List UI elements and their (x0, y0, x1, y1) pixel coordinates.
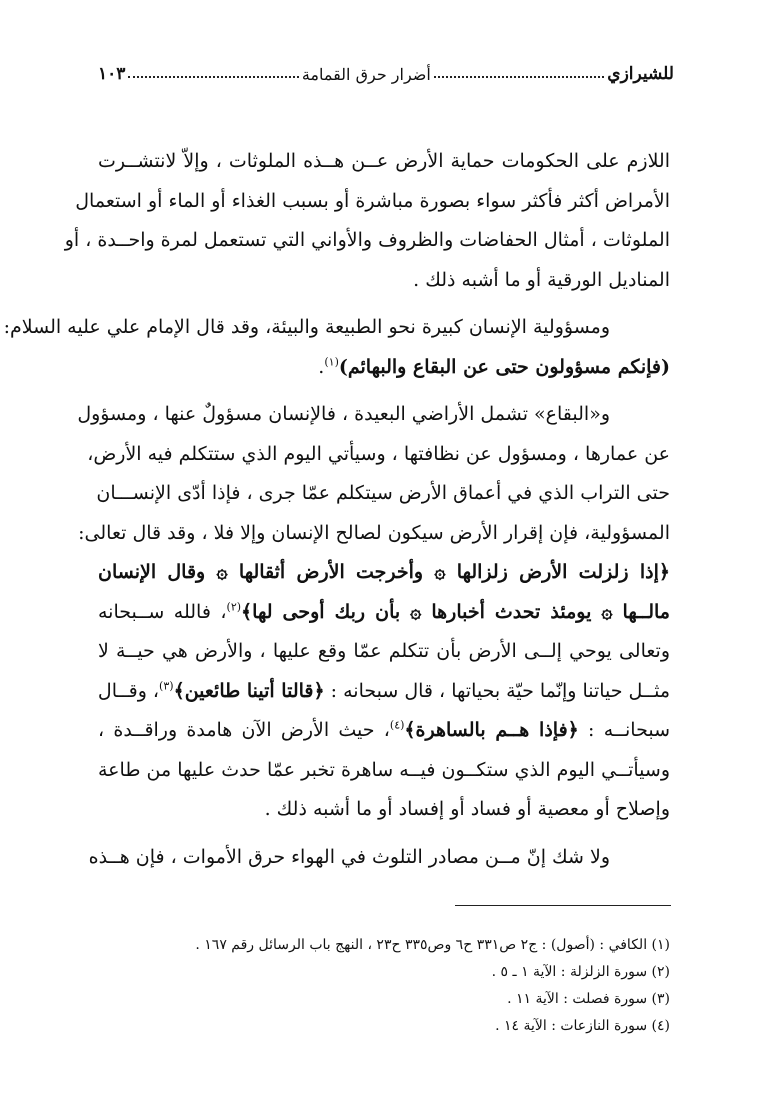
text-line (98, 593, 670, 633)
text-line (98, 672, 670, 712)
footnote-separator (455, 905, 671, 906)
quote-text: مالــها ۞ يومئذ تحدث أخبارها ۞ بأن ربك أوحى لها﴾ (241, 600, 670, 623)
text-line (64, 221, 670, 261)
footnote-ref: (٤) (389, 718, 405, 732)
line-text: و«البقاع» تشمل الأراضي البعيدة ، فالإنسان مسؤولٌ عنها ، ومسؤول (77, 403, 610, 425)
text-line (98, 632, 670, 672)
footnotes (98, 932, 670, 1040)
body-text (3, 142, 671, 877)
footnote: (١) الكافي : (أصول) : ج٢ ص٣٣١ ح٦ وص٣٣٥ ح٢٣ ، النهج باب الرسائل رقم ١٦٧ . (195, 937, 670, 953)
line-text: مثــل حياتنا وإنّما حيّة بحياتها ، قال سبحانه : (324, 679, 670, 702)
text-line (75, 182, 670, 222)
quote-text: ﴿فإذا هــم بالساهرة﴾ (404, 719, 579, 741)
header-leader-dots (128, 76, 298, 78)
text-line (98, 751, 670, 791)
line-text: الأمراض أكثر فأكثر سواء بصورة مباشرة أو بسبب الغذاء أو الماء أو استعمال (75, 189, 670, 212)
line-text: ، وقــال (97, 679, 160, 702)
line-text: ، حيث الأرض الآن هامدة وراقــدة ، (98, 719, 390, 741)
line-text: وإصلاح أو معصية أو فساد أو إفساد أو ما أشبه ذلك . (264, 798, 670, 820)
line-text: ومسؤولية الإنسان كبيرة نحو الطبيعة والبيئة، وقد قال الإمام علي عليه السلام: (3, 316, 610, 338)
page-number: ١٠٣ (97, 64, 126, 84)
text-line (98, 474, 670, 514)
text-line (98, 790, 670, 830)
footnote-ref: (١) (324, 355, 339, 369)
header-leader-dots (434, 76, 604, 78)
header-title: أضرار حرق القمامة (301, 65, 431, 84)
line-text: ولا شك إنّ مــن مصادر التلوث في الهواء حرق الأموات ، فإن هــذه (88, 845, 610, 868)
text-line (98, 261, 670, 301)
header-author: للشيرازي (607, 64, 674, 84)
line-text: ، فالله ســبحانه (98, 600, 227, 623)
text-line (88, 838, 670, 878)
footnote: (٢) سورة الزلزلة : الآية ١ ـ ٥ . (491, 964, 670, 980)
text-line (98, 553, 670, 593)
text-line (77, 395, 670, 435)
footnote-ref: (٣) (159, 679, 174, 693)
quote-text: ﴿إذا زلزلت الأرض زلزالها ۞ وأخرجت الأرض أثقالها ۞ وقال الإنسان (98, 561, 670, 583)
quote-text: (فإنكم مسؤولون حتى عن البقاع والبهائم) (338, 355, 670, 378)
text-line (78, 514, 670, 554)
line-text: . (318, 355, 325, 378)
text-line (98, 348, 670, 388)
text-line (3, 308, 670, 348)
running-header (98, 54, 674, 84)
text-line (87, 435, 670, 475)
line-text: حتى التراب الذي في أعماق الأرض سيتكلم عمّا جرى ، فإذا أدّى الإنســـان (96, 482, 670, 504)
footnote-ref: (٢) (226, 600, 242, 614)
line-text: سبحانــه : (578, 719, 671, 741)
footnote: (٤) سورة النازعات : الآية ١٤ . (495, 1018, 670, 1034)
line-text: المناديل الورقية أو ما أشبه ذلك . (413, 268, 670, 291)
line-text: عن عمارها ، ومسؤول عن نظافتها ، وسيأتي اليوم الذي ستتكلم فيه الأرض، (87, 442, 670, 465)
text-line (98, 711, 670, 751)
line-text: وتعالى يوحي إلــى الأرض بأن تتكلم عمّا وقع عليها ، والأرض هي حيــة لا (98, 640, 670, 662)
quote-text: ﴿قالتا أتينا طائعين﴾ (173, 679, 325, 702)
line-text: الملوثات ، أمثال الحفاضات والظروف والأواني التي تستعمل لمرة واحــدة ، أو (64, 229, 670, 251)
line-text: المسؤولية، فإن إقرار الأرض سيكون لصالح الإنسان وإلا فلا ، وقد قال تعالى: (78, 521, 670, 544)
line-text: وسيأتــي اليوم الذي ستكــون فيــه ساهرة تخبر عمّا حدث عليها من طاعة (98, 758, 670, 781)
line-text: اللازم على الحكومات حماية الأرض عــن هــذه الملوثات ، وإلاّ لانتشــرت (98, 150, 670, 172)
text-line (98, 142, 670, 182)
footnote: (٣) سورة فصلت : الآية ١١ . (507, 991, 670, 1007)
